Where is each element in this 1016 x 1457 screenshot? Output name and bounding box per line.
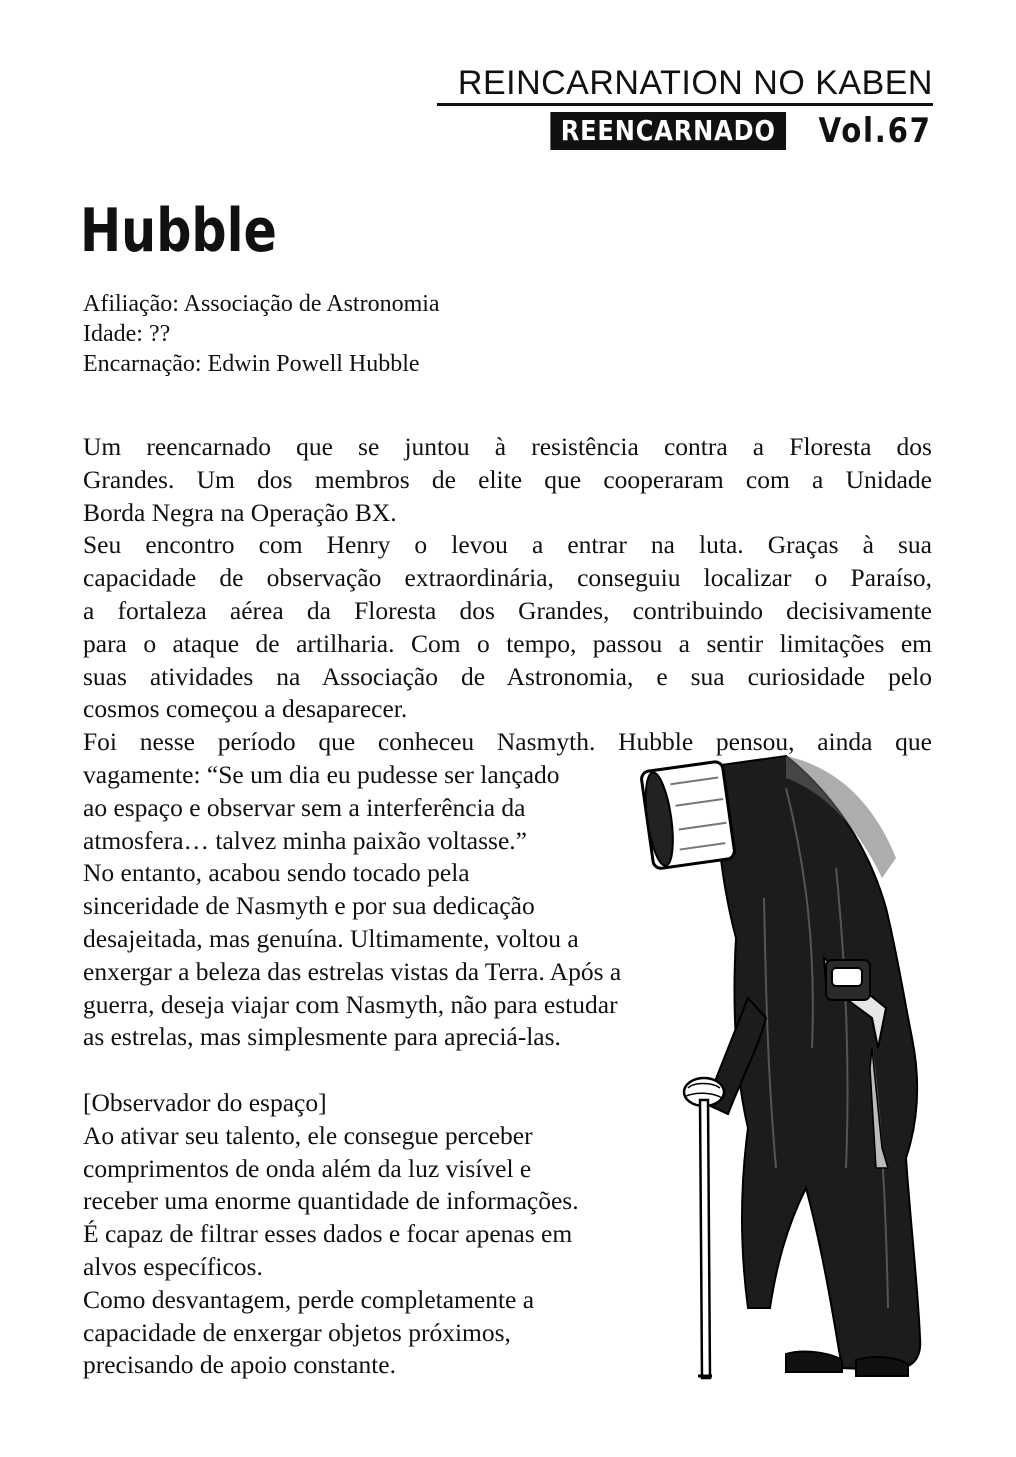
ability-line: alvos específicos. — [83, 1251, 263, 1281]
body-line: capacidade de observação extraordinária, conseguiu localizar o Paraíso, — [83, 563, 932, 593]
ability-line: Como desvantagem, perde completamente a — [83, 1284, 535, 1314]
body-line: cosmos começou a desaparecer. — [83, 694, 408, 724]
reencarnado-badge: REENCARNADO — [550, 112, 786, 150]
ability-heading: [Observador do espaço] — [83, 1087, 327, 1117]
header-volume-row — [512, 112, 932, 150]
body-line: as estrelas, mas simplesmente para apreciá-las. — [83, 1022, 561, 1052]
character-name: Hubble — [80, 196, 277, 266]
body-line: Seu encontro com Henry o levou a entrar na luta. Graças à sua — [83, 530, 932, 560]
body-line: suas atividades na Associação de Astronomia, e sua curiosidade pelo — [83, 661, 932, 691]
body-line: Um reencarnado que se juntou à resistência contra a Floresta dos — [83, 432, 932, 461]
ability-line: precisando de apoio constante. — [83, 1350, 396, 1380]
body-line: a fortaleza aérea da Floresta dos Grandes, contribuindo decisivamente — [83, 595, 932, 625]
ability-line: É capaz de filtrar esses dados e focar apenas em — [83, 1219, 573, 1249]
body-line: vagamente: “Se um dia eu pudesse ser lançado — [83, 759, 560, 789]
info-age: Idade: ?? — [83, 321, 171, 347]
body-line: guerra, deseja viajar com Nasmyth, não para estudar — [83, 989, 618, 1019]
body-line: Foi nesse período que conheceu Nasmyth. Hubble pensou, ainda que — [83, 727, 932, 757]
body-line: sinceridade de Nasmyth e por sua dedicação — [83, 891, 535, 921]
ability-line: capacidade de enxergar objetos próximos, — [83, 1317, 511, 1347]
body-line: atmosfera… talvez minha paixão voltasse.” — [83, 825, 527, 855]
ability-line: receber uma enorme quantidade de informações. — [83, 1186, 579, 1216]
body-line: enxergar a beleza das estrelas vistas da Terra. Após a — [83, 956, 622, 986]
info-affiliation: Afiliação: Associação de Astronomia — [83, 291, 440, 317]
body-line: Borda Negra na Operação BX. — [83, 497, 397, 527]
ability-line: Ao ativar seu talento, ele consegue perceber — [83, 1120, 533, 1150]
header-series-title: REINCARNATION NO KABEN — [437, 64, 933, 106]
info-incarnation: Encarnação: Edwin Powell Hubble — [83, 351, 420, 377]
body-line: ao espaço e observar sem a interferência da — [83, 792, 526, 822]
body-line: desajeitada, mas genuína. Ultimamente, voltou a — [83, 923, 579, 953]
cloaked-figure-with-telescope-head-icon — [636, 748, 926, 1388]
character-info — [83, 289, 440, 379]
ability-line: comprimentos de onda além da luz visível e — [83, 1153, 532, 1183]
body-line: No entanto, acabou sendo tocado pela — [83, 858, 470, 888]
volume-number: Vol.67 — [818, 111, 932, 151]
body-line: Grandes. Um dos membros de elite que cooperaram com a Unidade — [83, 464, 932, 494]
body-line: para o ataque de artilharia. Com o tempo, passou a sentir limitações em — [83, 628, 932, 658]
